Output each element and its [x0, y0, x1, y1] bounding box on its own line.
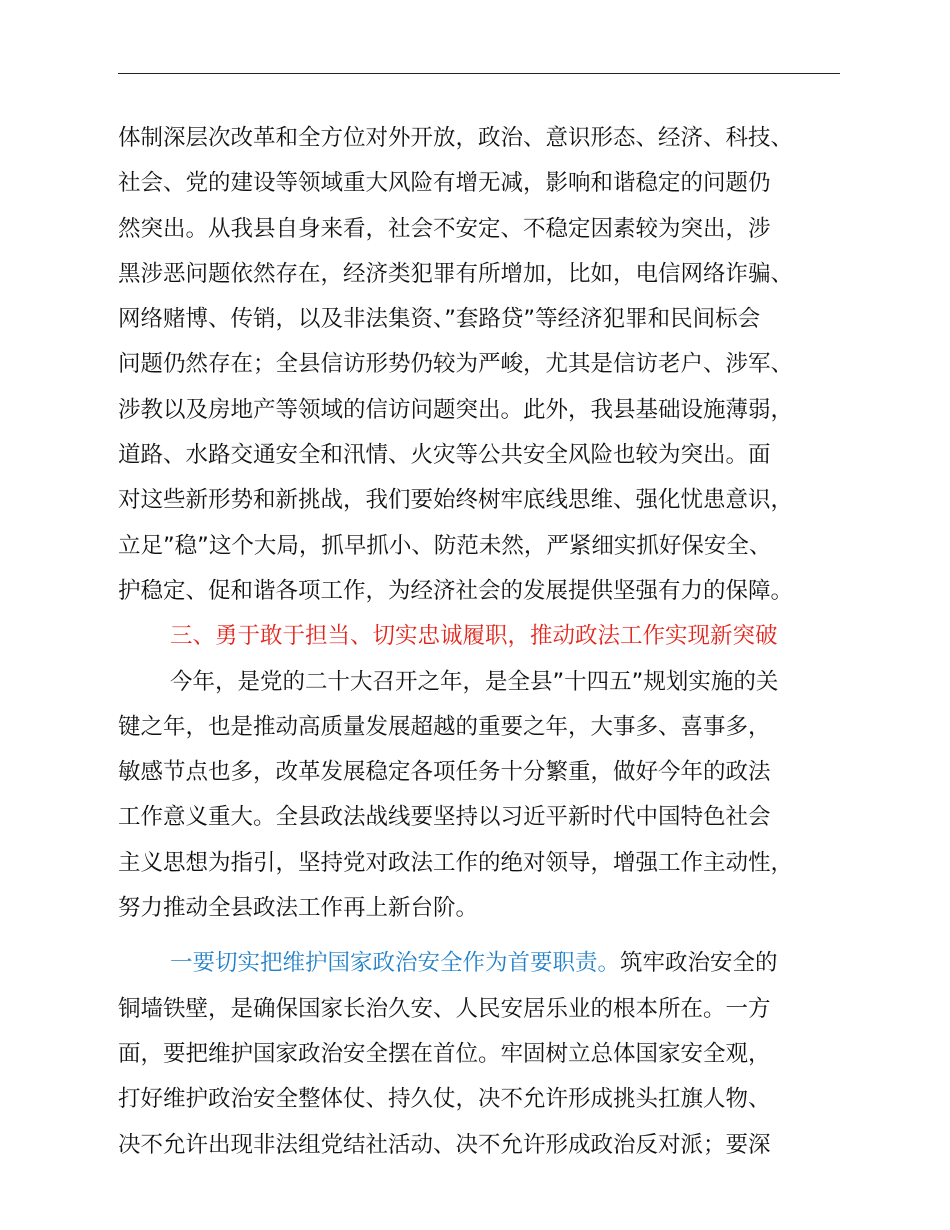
text-line: 敏感节点也多，改革发展稳定各项任务十分繁重，做好今年的政法	[118, 759, 771, 786]
text-line: 立足”稳”这个大局，抓早抓小、防范未然，严紧细实抓好保安全、	[118, 532, 772, 559]
text-line: 铜墙铁壁，是确保国家长治久安、人民安居乐业的根本所在。一方	[118, 995, 771, 1022]
text-line: 打好维护政治安全整体仗、持久仗，决不允许形成挑头扛旗人物、	[118, 1086, 771, 1113]
text-line: 键之年，也是推动高质量发展超越的重要之年，大事多、喜事多，	[118, 713, 771, 740]
text-line: 涉教以及房地产等领域的信访问题突出。此外，我县基础设施薄弱，	[118, 396, 794, 423]
text-line: 护稳定、促和谐各项工作，为经济社会的发展提供坚强有力的保障。	[118, 577, 794, 604]
paragraph-this-year	[118, 666, 858, 938]
paragraph-risk-situation	[118, 122, 858, 620]
header-rule	[118, 73, 840, 74]
text-line	[118, 947, 858, 992]
text-line: 工作意义重大。全县政法战线要坚持以习近平新时代中国特色社会	[118, 804, 771, 831]
text-line: 对这些新形势和新挑战，我们要始终树牢底线思维、强化忧患意识，	[118, 487, 794, 514]
paragraph-gap	[118, 937, 858, 947]
text-line: 主义思想为指引，坚持党对政法工作的绝对领导，增强工作主动性，	[118, 849, 794, 876]
text-line: 今年，是党的二十大召开之年，是全县”十四五”规划实施的关	[170, 668, 779, 695]
text-line: 决不允许出现非法组党结社活动、决不允许形成政治反对派；要深	[118, 1131, 771, 1158]
text-line: 面，要把维护国家政治安全摆在首位。牢固树立总体国家安全观，	[118, 1040, 771, 1067]
document-body	[118, 122, 858, 1174]
section-heading-3: 三、勇于敢于担当、切实忠诚履职，推动政法工作实现新突破	[170, 623, 778, 650]
text-line: 体制深层次改革和全方位对外开放，政治、意识形态、经济、科技、	[118, 125, 794, 151]
subheading-continuation: 筑牢政治安全的	[620, 950, 778, 977]
text-line: 问题仍然存在；全县信访形势仍较为严峻，尤其是信访老户、涉军、	[118, 351, 794, 378]
text-line: 网络赌博、传销，以及非法集资、”套路贷”等经济犯罪和民间标会	[118, 306, 761, 333]
text-line: 然突出。从我县自身来看，社会不安定、不稳定因素较为突出，涉	[118, 215, 771, 242]
text-line: 黑涉恶问题依然存在，经济类犯罪有所增加，比如，电信网络诈骗、	[118, 260, 794, 287]
text-line: 社会、党的建设等领域重大风险有增无减，影响和谐稳定的问题仍	[118, 170, 771, 197]
text-line: 努力推动全县政法工作再上新台阶。	[118, 895, 479, 922]
subheading-political-security: 一要切实把维护国家政治安全作为首要职责。	[170, 950, 621, 977]
text-line: 道路、水路交通安全和汛情、火灾等公共安全风险也较为突出。面	[118, 442, 771, 469]
paragraph-political-security	[118, 947, 858, 1173]
